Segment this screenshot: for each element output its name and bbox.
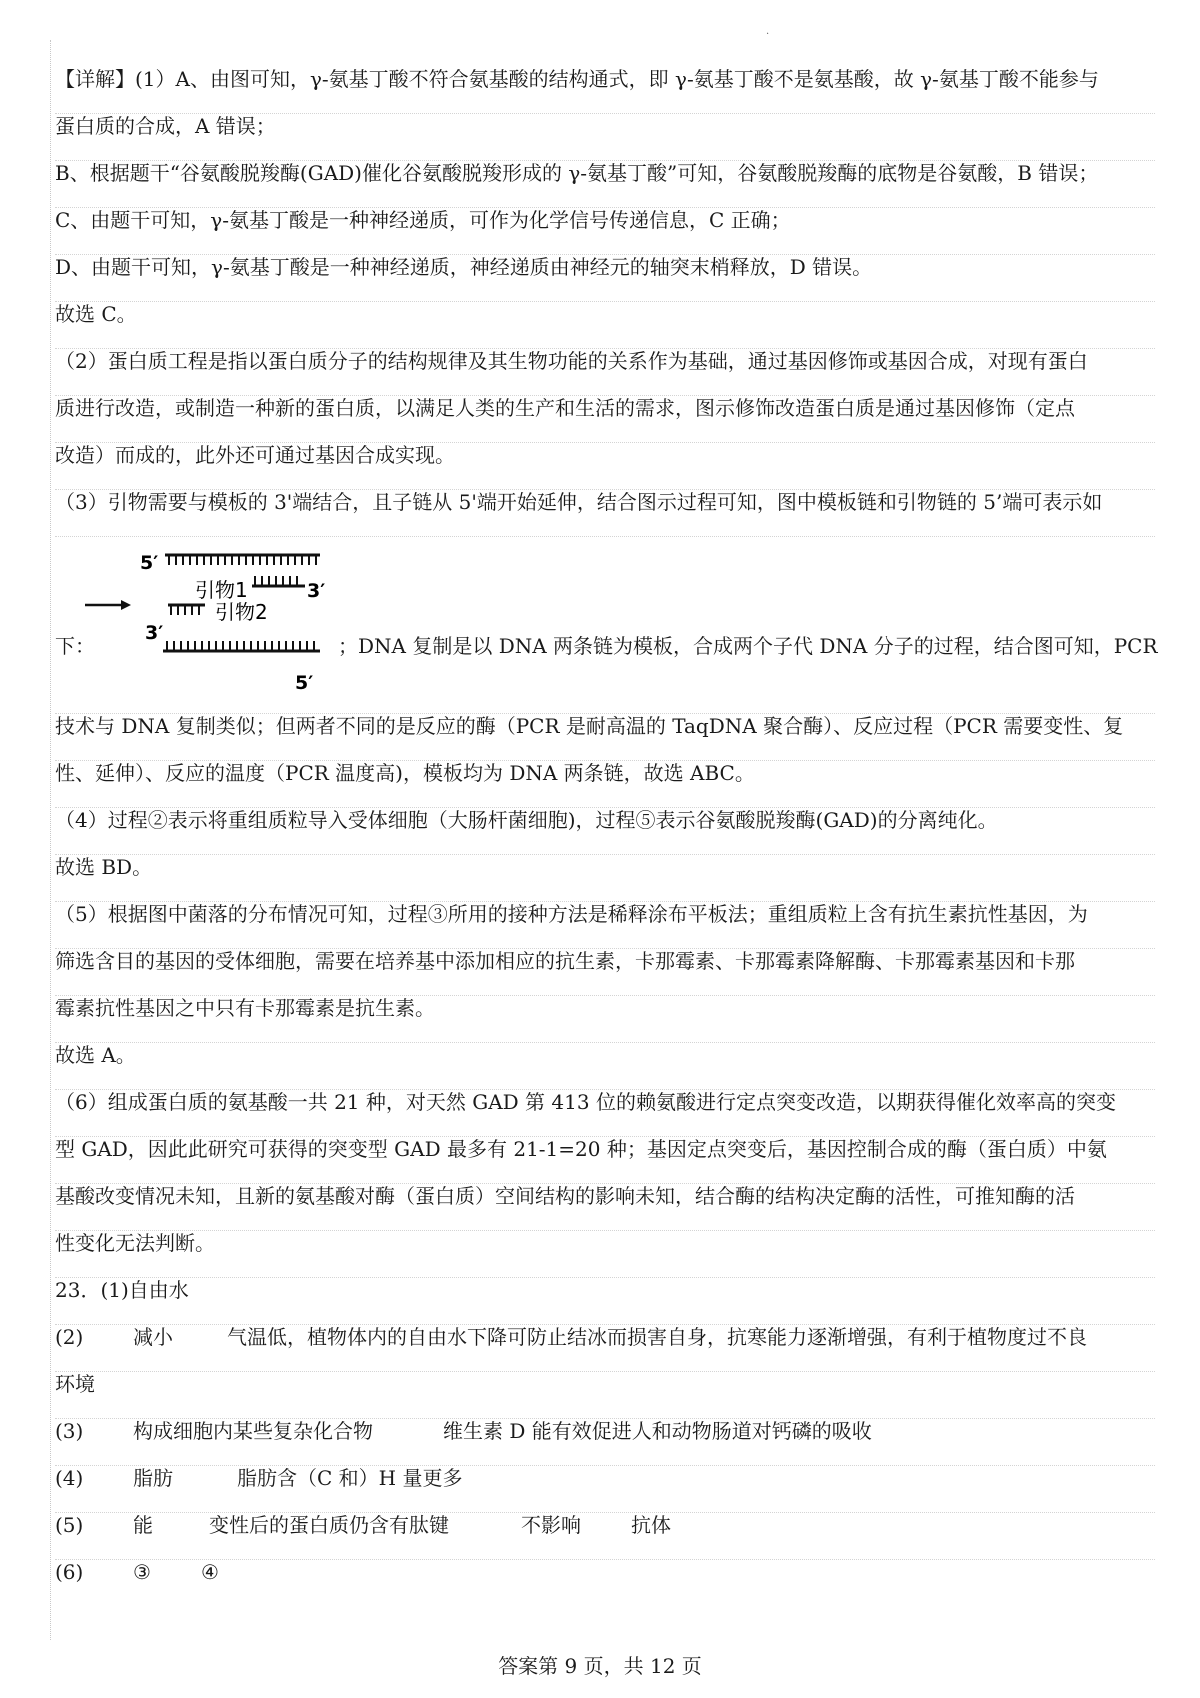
text-line: （3）引物需要与模板的 3'端结合，且子链从 5'端开始延伸，结合图示过程可知，图中模板链和引物链的 5’端可表示如: [55, 490, 1155, 537]
answer-row-3: [55, 1419, 1155, 1466]
answer-number: (2): [55, 1325, 84, 1349]
label-5-bottom: 5′: [295, 672, 314, 694]
top-mark: .: [766, 26, 770, 37]
margin-rule: [50, 40, 51, 1640]
page-footer: 答案第 9 页，共 12 页: [498, 1654, 702, 1678]
text-line: 23．(1)自由水: [55, 1278, 1155, 1325]
text-line: 故选 A。: [55, 1043, 1155, 1090]
text-line: 技术与 DNA 复制类似；但两者不同的是反应的酶（PCR 是耐高温的 TaqDNA 聚合酶）、反应过程（PCR 需要变性、复: [55, 714, 1155, 761]
text-line: （6）组成蛋白质的氨基酸一共 21 种，对天然 GAD 第 413 位的赖氨酸进行定点突变改造，以期获得催化效率高的突变: [55, 1090, 1155, 1137]
label-3-left: 3′: [145, 622, 164, 644]
text-line: 性变化无法判断。: [55, 1231, 1155, 1278]
dna-figure-line: [55, 537, 1158, 714]
label-primer1: 引物1: [195, 578, 248, 602]
answer-part: 变性后的蛋白质仍含有肽键: [209, 1513, 449, 1537]
answer-part: 减小: [133, 1325, 173, 1349]
primer1-ticks: [255, 576, 297, 586]
answer-number: (4): [55, 1466, 84, 1490]
text-line: 蛋白质的合成，A 错误；: [55, 114, 1155, 161]
figure-tail-text: ；DNA 复制是以 DNA 两条链为模板，合成两个子代 DNA 分子的过程，结合图可知，PCR: [338, 634, 1158, 658]
text-line: 性、延伸）、反应的温度（PCR 温度高)，模板均为 DNA 两条链，故选 ABC。: [55, 761, 1155, 808]
answer-number: (5): [55, 1513, 84, 1537]
text-line: 型 GAD，因此此研究可获得的突变型 GAD 最多有 21-1=20 种；基因定点突变后，基因控制合成的酶（蛋白质）中氨: [55, 1137, 1155, 1184]
text-line: D、由题干可知，γ-氨基丁酸是一种神经递质，神经递质由神经元的轴突末梢释放，D 错误。: [55, 255, 1155, 302]
figure-lead-text: 下：: [55, 634, 95, 658]
arrow-head: [121, 600, 131, 610]
answer-row-6: [55, 1560, 1155, 1607]
text-line: （2）蛋白质工程是指以蛋白质分子的结构规律及其生物功能的关系作为基础，通过基因修饰或基因合成，对现有蛋白: [55, 349, 1155, 396]
answer-part: ④: [201, 1560, 219, 1584]
text-line: C、由题干可知，γ-氨基丁酸是一种神经递质，可作为化学信号传递信息，C 正确；: [55, 208, 1155, 255]
label-primer2: 引物2: [215, 600, 268, 624]
text-line: 基酸改变情况未知，且新的氨基酸对酶（蛋白质）空间结构的影响未知，结合酶的结构决定酶的活性，可推知酶的活: [55, 1184, 1155, 1231]
answer-row-2: [55, 1325, 1155, 1372]
text-line: 霉素抗性基因之中只有卡那霉素是抗生素。: [55, 996, 1155, 1043]
answer-part: 脂肪含（C 和）H 量更多: [237, 1466, 463, 1490]
text-line: （5）根据图中菌落的分布情况可知，过程③所用的接种方法是稀释涂布平板法；重组质粒上含有抗生素抗性基因，为: [55, 902, 1155, 949]
label-5-top: 5′: [140, 552, 159, 574]
text-line: 环境: [55, 1372, 1155, 1419]
answer-part: 不影响: [521, 1513, 581, 1537]
text-line: 筛选含目的基因的受体细胞，需要在培养基中添加相应的抗生素，卡那霉素、卡那霉素降解酶、卡那霉素基因和卡那: [55, 949, 1155, 996]
answer-part: 抗体: [631, 1513, 671, 1537]
answer-row-5: [55, 1513, 1155, 1560]
text-line: （4）过程②表示将重组质粒导入受体细胞（大肠杆菌细胞)，过程⑤表示谷氨酸脱羧酶(GAD)的分离纯化。: [55, 808, 1155, 855]
answer-part: 气温低，植物体内的自由水下降可防止结冰而损害自身，抗寒能力逐渐增强，有利于植物度过不良: [227, 1325, 1087, 1349]
text-line: 【详解】(1）A、由图可知，γ-氨基丁酸不符合氨基酸的结构通式，即 γ-氨基丁酸不是氨基酸，故 γ-氨基丁酸不能参与: [55, 67, 1155, 114]
text-line: 故选 C。: [55, 302, 1155, 349]
answer-content: [55, 67, 1158, 1607]
answer-part: 维生素 D 能有效促进人和动物肠道对钙磷的吸收: [443, 1419, 872, 1443]
answer-part: 脂肪: [133, 1466, 173, 1490]
answer-part: 构成细胞内某些复杂化合物: [133, 1419, 373, 1443]
label-3-mid: 3′: [307, 580, 326, 602]
dna-primer-diagram: [85, 541, 335, 711]
text-line: B、根据题干“谷氨酸脱羧酶(GAD)催化谷氨酸脱羧形成的 γ-氨基丁酸”可知，谷氨酸脱羧酶的底物是谷氨酸，B 错误；: [55, 161, 1155, 208]
answer-number: (3): [55, 1419, 84, 1443]
answer-part: 能: [133, 1513, 153, 1537]
text-line: 故选 BD。: [55, 855, 1155, 902]
text-line: 质进行改造，或制造一种新的蛋白质，以满足人类的生产和生活的需求，图示修饰改造蛋白质是通过基因修饰（定点: [55, 396, 1155, 443]
answer-row-4: [55, 1466, 1155, 1513]
answer-number: (6): [55, 1560, 84, 1584]
answer-part: ③: [133, 1560, 151, 1584]
text-line: 改造）而成的，此外还可通过基因合成实现。: [55, 443, 1155, 490]
